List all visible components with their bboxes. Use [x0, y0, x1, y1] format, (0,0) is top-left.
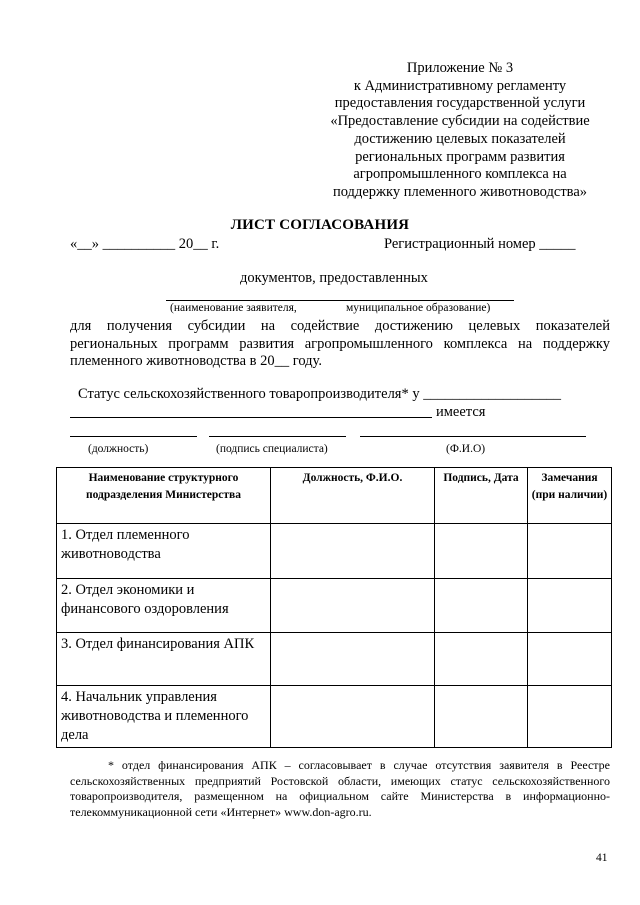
purpose-paragraph: для получения субсидии на содействие достижению целевых показателей региональных программ развития агропромышленного комплекса на поддержку племенного животноводства в 20__ году. — [70, 318, 610, 369]
status-continuation-line — [70, 417, 432, 418]
signature-caption: (подпись специалиста) — [216, 443, 328, 455]
fio-line — [360, 436, 586, 437]
document-title: ЛИСТ СОГЛАСОВАНИЯ — [230, 217, 410, 233]
documents-text: документов, предоставленных — [240, 270, 428, 286]
appendix-line: к Административному регламенту — [353, 77, 567, 94]
position-fio-cell — [271, 633, 435, 686]
position-caption: (должность) — [88, 443, 149, 455]
remarks-cell — [528, 524, 612, 579]
position-fio-cell — [271, 524, 435, 579]
department-cell: 1. Отдел племенного животноводства — [57, 524, 271, 579]
appendix-line: агропромышленного комплекса на — [353, 166, 567, 183]
date-line: «__» __________ 20__ г. — [70, 236, 220, 252]
header-signature-date: Подпись, Дата — [435, 468, 528, 524]
position-fio-cell — [271, 686, 435, 748]
applicant-line — [166, 300, 514, 301]
header-department: Наименование структурного подразделения Министерства — [57, 468, 271, 524]
appendix-line: региональных программ развития — [355, 148, 565, 165]
footnote: * отдел финансирования АПК – согласовывает в случае отсутствия заявителя в Реестре сельскохозяйственных предприятий Ростовской области, имеющих статус сельскохозяйственного товаропроизводителя, размещенном на официальном сайте Министерства в информационно-телекоммуникационной сети «Интернет» www.don-agro.ru. — [70, 758, 610, 819]
position-fio-cell — [271, 579, 435, 633]
table-row — [57, 686, 612, 748]
appendix-header — [300, 60, 620, 202]
header-remarks: Замечания (при наличии) — [528, 468, 612, 524]
remarks-cell — [528, 579, 612, 633]
page-number: 41 — [596, 852, 608, 864]
signature-line — [209, 436, 346, 437]
fio-caption: (Ф.И.О) — [446, 443, 486, 455]
signature-date-cell — [435, 633, 528, 686]
signature-date-cell — [435, 686, 528, 748]
department-cell: 3. Отдел финансирования АПК — [57, 633, 271, 686]
has-status-text: имеется — [436, 404, 486, 420]
appendix-line: поддержку племенного животноводства» — [332, 183, 588, 200]
table-row — [57, 633, 612, 686]
table-header-row — [57, 468, 612, 524]
remarks-cell — [528, 633, 612, 686]
appendix-line: «Предоставление субсидии на содействие — [330, 113, 590, 130]
status-line: Статус сельскохозяйственного товаропроизводителя* у ___________________ — [78, 386, 561, 402]
department-cell: 4. Начальник управления животноводства и племенного дела — [57, 686, 271, 748]
signature-date-cell — [435, 524, 528, 579]
signature-date-cell — [435, 579, 528, 633]
header-position-fio: Должность, Ф.И.О. — [271, 468, 435, 524]
appendix-line: предоставления государственной услуги — [334, 95, 586, 112]
table-row — [57, 524, 612, 579]
remarks-cell — [528, 686, 612, 748]
approval-table — [56, 467, 612, 748]
table-row — [57, 579, 612, 633]
appendix-line: Приложение № 3 — [406, 60, 514, 76]
department-cell: 2. Отдел экономики и финансового оздоровления — [57, 579, 271, 633]
appendix-line: достижению целевых показателей — [354, 130, 566, 147]
applicant-caption-left: (наименование заявителя, — [170, 302, 297, 314]
registration-number: Регистрационный номер _____ — [384, 236, 576, 252]
position-line — [70, 436, 197, 437]
applicant-caption-right: муниципальное образование) — [346, 302, 491, 314]
